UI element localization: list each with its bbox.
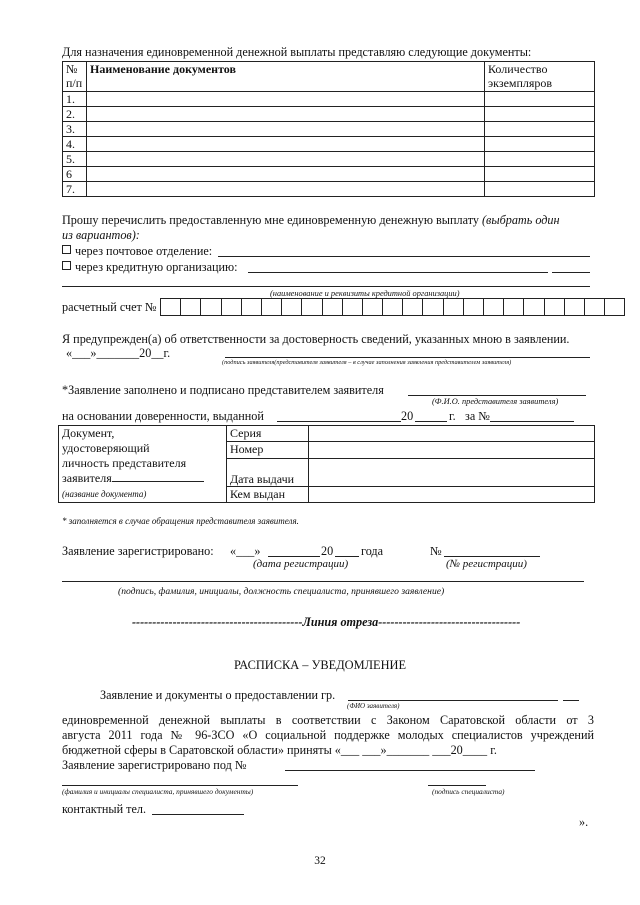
table-row[interactable]: [63, 122, 595, 137]
registration-year-field[interactable]: [335, 556, 359, 557]
table-header-row: [63, 62, 595, 92]
field-issued-by-value[interactable]: [309, 486, 595, 502]
row-number: 5.: [63, 152, 87, 167]
proxy-number-field[interactable]: [490, 421, 574, 422]
receipt-line5: Заявление зарегистрировано под №: [62, 758, 247, 772]
bank-field-line2[interactable]: [62, 286, 590, 287]
receipt-reg-number-field[interactable]: [285, 770, 535, 771]
bank-caption: (наименование и реквизиты кредитной организации): [270, 289, 460, 298]
registrar-signature-line[interactable]: [62, 581, 584, 582]
registration-num-sign: №: [430, 544, 442, 558]
id-document-table: [58, 425, 595, 503]
table-row[interactable]: [63, 182, 595, 197]
quantity-cell[interactable]: [485, 137, 595, 152]
receipt-line3: августа 2011 года № 96-ЗСО «О социальной поддержке молодых специалистов учреждений: [62, 728, 594, 742]
contact-phone-field[interactable]: [152, 814, 244, 815]
header-num: № п/п: [63, 62, 87, 92]
registration-date-field[interactable]: [268, 556, 320, 557]
header-doc-name: Наименование документов: [87, 62, 485, 92]
registration-number-field[interactable]: [444, 556, 540, 557]
representative-text: *Заявление заполнено и подписано представителем заявителя: [62, 383, 384, 397]
checkbox-post[interactable]: [62, 245, 71, 254]
payment-choose-note: из вариантов):: [62, 228, 140, 242]
quantity-cell[interactable]: [485, 107, 595, 122]
option-bank[interactable]: через кредитную организацию:: [62, 260, 238, 275]
warning-text: Я предупрежден(а) об ответственности за достоверность сведений, указанных мною в заявлении.: [62, 332, 570, 346]
registrar-caption: (подпись, фамилия, инициалы, должность специалиста, принявшего заявление): [118, 586, 445, 597]
registration-year: 20: [321, 544, 334, 558]
account-number-cells[interactable]: [161, 298, 625, 316]
quantity-cell[interactable]: [485, 152, 595, 167]
specialist-sign-caption: (подпись специалиста): [432, 787, 505, 796]
table-row[interactable]: [63, 152, 595, 167]
row-number: 3.: [63, 122, 87, 137]
registration-year-word: года: [361, 544, 384, 558]
row-number: 6: [63, 167, 87, 182]
proxy-num: за №: [465, 409, 490, 423]
doc-name-cell[interactable]: [87, 92, 485, 107]
specialist-caption: (фамилия и инициалы специалиста, принявшего документы): [62, 787, 254, 796]
representative-caption: (Ф.И.О. представителя заявителя): [432, 397, 559, 406]
bank-field-tail[interactable]: [552, 272, 590, 273]
footnote: * заполняется в случае обращения представителя заявителя.: [62, 516, 299, 526]
field-issue-date-value[interactable]: [309, 458, 595, 486]
registration-num-caption: (№ регистрации): [446, 558, 527, 570]
registration-label: Заявление зарегистрировано:: [62, 544, 214, 558]
table-row[interactable]: [63, 167, 595, 182]
cut-line: ------------------------------------------Линия отреза-----------------------------------: [132, 615, 521, 629]
proxy-g: г.: [449, 409, 456, 423]
receipt-fio-field-tail[interactable]: [563, 700, 579, 701]
proxy-year: 20: [401, 409, 414, 423]
field-issue-date-label: Дата выдачи: [227, 458, 309, 486]
representative-name-field[interactable]: [408, 395, 586, 396]
doc-name-cell[interactable]: [87, 122, 485, 137]
registration-date-caption: (дата регистрации): [253, 558, 349, 570]
quantity-cell[interactable]: [485, 92, 595, 107]
receipt-fio-caption: (ФИО заявителя): [347, 702, 400, 710]
receipt-fio-field[interactable]: [348, 700, 558, 701]
field-number-label: Номер: [227, 442, 309, 458]
doc-name-cell[interactable]: [87, 182, 485, 197]
documents-table: [62, 61, 595, 197]
registration-date[interactable]: «___»: [230, 544, 261, 558]
account-label: расчетный счет №: [62, 300, 157, 314]
field-issued-by-label: Кем выдан: [227, 486, 309, 502]
proxy-text: на основании доверенности, выданной: [62, 409, 264, 423]
payment-request: Прошу перечислить предоставленную мне единовременную денежную выплату (выбрать один: [62, 213, 560, 227]
quantity-cell[interactable]: [485, 122, 595, 137]
row-number: 2.: [63, 107, 87, 122]
checkbox-bank[interactable]: [62, 261, 71, 270]
doc-name-cell[interactable]: [87, 167, 485, 182]
receipt-line1: Заявление и документы о предоставлении гр.: [100, 688, 336, 702]
post-office-field[interactable]: [218, 256, 590, 257]
field-series-value[interactable]: [309, 426, 595, 442]
intro-text: Для назначения единовременной денежной выплаты представляю следующие документы:: [62, 45, 532, 59]
table-row[interactable]: [63, 107, 595, 122]
quantity-cell[interactable]: [485, 167, 595, 182]
row-number: 7.: [63, 182, 87, 197]
quantity-cell[interactable]: [485, 182, 595, 197]
specialist-signature-field[interactable]: [428, 785, 486, 786]
page-number: 32: [314, 855, 326, 867]
warning-caption: (подпись заявителя(представителя заявителя – в случае заполнения заявления представителем заявителя): [222, 359, 512, 366]
doc-name-cell[interactable]: [87, 152, 485, 167]
field-series-label: Серия: [227, 426, 309, 442]
bank-field[interactable]: [248, 272, 548, 273]
proxy-issued-field[interactable]: [277, 421, 401, 422]
option-post[interactable]: через почтовое отделение:: [62, 244, 212, 259]
quote-end: ».: [579, 815, 589, 829]
header-quantity: Количество экземпляров: [485, 62, 595, 92]
specialist-name-field[interactable]: [62, 785, 298, 786]
row-number: 1.: [63, 92, 87, 107]
contact-phone-label: контактный тел.: [62, 802, 147, 816]
table-row[interactable]: [63, 92, 595, 107]
proxy-year-field[interactable]: [415, 421, 447, 422]
receipt-title: РАСПИСКА – УВЕДОМЛЕНИЕ: [233, 658, 407, 672]
signature-line[interactable]: [225, 357, 590, 358]
field-number-value[interactable]: [309, 442, 595, 458]
table-row[interactable]: [63, 137, 595, 152]
id-document-label: Документ, удостоверяющий личность представителя заявителя (название документа): [59, 426, 227, 503]
receipt-line4: бюджетной сферы в Саратовской области» приняты «___ ___»_______ ___20____ г.: [62, 743, 497, 757]
doc-name-cell[interactable]: [87, 107, 485, 122]
receipt-line2: единовременной денежной выплаты в соответствии с Законом Саратовской области от 3: [62, 713, 594, 727]
row-number: 4.: [63, 137, 87, 152]
warning-date[interactable]: «___»_______20__г.: [66, 346, 171, 360]
doc-name-cell[interactable]: [87, 137, 485, 152]
